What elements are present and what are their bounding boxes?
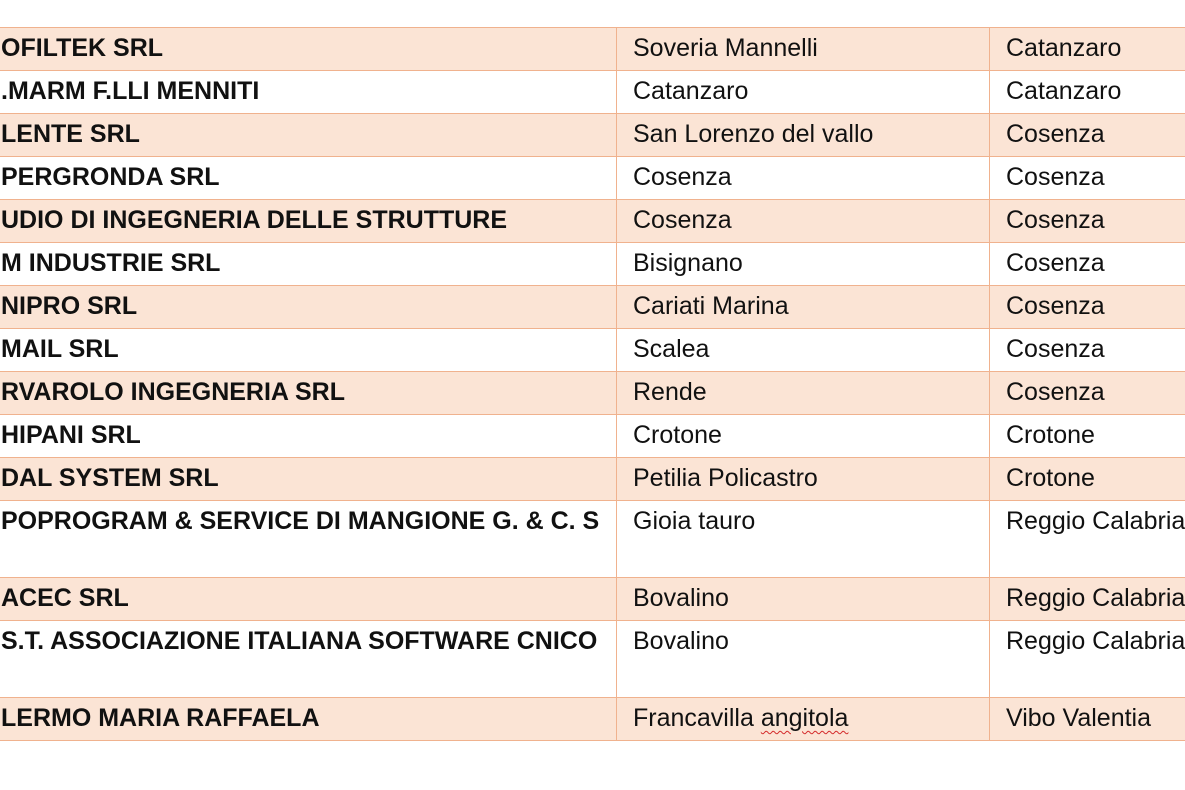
table-row <box>0 28 1185 71</box>
province-cell: Cosenza <box>990 114 1185 157</box>
city-cell: Cosenza <box>617 157 990 200</box>
company-name-cell: POPROGRAM & SERVICE DI MANGIONE G. & C. S <box>0 501 617 578</box>
table-row <box>0 286 1185 329</box>
table-row <box>0 329 1185 372</box>
province-cell: Catanzaro <box>990 71 1185 114</box>
company-name-cell: UDIO DI INGEGNERIA DELLE STRUTTURE <box>0 200 617 243</box>
spellcheck-underlined-word: angitola <box>760 704 849 732</box>
province-cell: Cosenza <box>990 286 1185 329</box>
province-cell: Cosenza <box>990 243 1185 286</box>
company-name-cell: RVAROLO INGEGNERIA SRL <box>0 372 617 415</box>
table-row <box>0 243 1185 286</box>
company-name-cell: PERGRONDA SRL <box>0 157 617 200</box>
city-text-part: Francavilla <box>633 704 754 732</box>
table-row <box>0 114 1185 157</box>
city-cell <box>617 698 990 741</box>
province-cell: Crotone <box>990 415 1185 458</box>
city-cell: Soveria Mannelli <box>617 28 990 71</box>
city-cell: Cariati Marina <box>617 286 990 329</box>
company-name-cell: M INDUSTRIE SRL <box>0 243 617 286</box>
company-name-cell: DAL SYSTEM SRL <box>0 458 617 501</box>
city-cell: Rende <box>617 372 990 415</box>
table-row <box>0 458 1185 501</box>
table-row <box>0 157 1185 200</box>
province-cell: Catanzaro <box>990 28 1185 71</box>
province-cell: Crotone <box>990 458 1185 501</box>
city-cell: Bovalino <box>617 621 990 698</box>
province-cell: Reggio Calabria <box>990 578 1185 621</box>
province-cell: Cosenza <box>990 200 1185 243</box>
table-row <box>0 621 1185 698</box>
city-cell: Gioia tauro <box>617 501 990 578</box>
table-row <box>0 698 1185 741</box>
company-name-cell: .MARM F.LLI MENNITI <box>0 71 617 114</box>
city-cell: Catanzaro <box>617 71 990 114</box>
province-cell: Vibo Valentia <box>990 698 1185 741</box>
company-name-cell: MAIL SRL <box>0 329 617 372</box>
company-name-cell: ACEC SRL <box>0 578 617 621</box>
company-name-cell: NIPRO SRL <box>0 286 617 329</box>
city-cell: Crotone <box>617 415 990 458</box>
city-cell: Bisignano <box>617 243 990 286</box>
table-row <box>0 200 1185 243</box>
province-cell: Reggio Calabria <box>990 621 1185 698</box>
company-name-cell: LENTE SRL <box>0 114 617 157</box>
table-row <box>0 372 1185 415</box>
city-cell: Bovalino <box>617 578 990 621</box>
table-row <box>0 501 1185 578</box>
city-cell: Petilia Policastro <box>617 458 990 501</box>
company-table <box>0 27 1185 741</box>
province-cell: Cosenza <box>990 157 1185 200</box>
table-row <box>0 71 1185 114</box>
province-cell: Cosenza <box>990 372 1185 415</box>
province-cell: Cosenza <box>990 329 1185 372</box>
company-name-cell: OFILTEK SRL <box>0 28 617 71</box>
table-row <box>0 578 1185 621</box>
province-cell: Reggio Calabria <box>990 501 1185 578</box>
city-cell: Scalea <box>617 329 990 372</box>
city-cell: San Lorenzo del vallo <box>617 114 990 157</box>
company-name-cell: HIPANI SRL <box>0 415 617 458</box>
table-row <box>0 415 1185 458</box>
company-name-cell: LERMO MARIA RAFFAELA <box>0 698 617 741</box>
city-cell: Cosenza <box>617 200 990 243</box>
company-name-cell: S.T. ASSOCIAZIONE ITALIANA SOFTWARE CNICO <box>0 621 617 698</box>
